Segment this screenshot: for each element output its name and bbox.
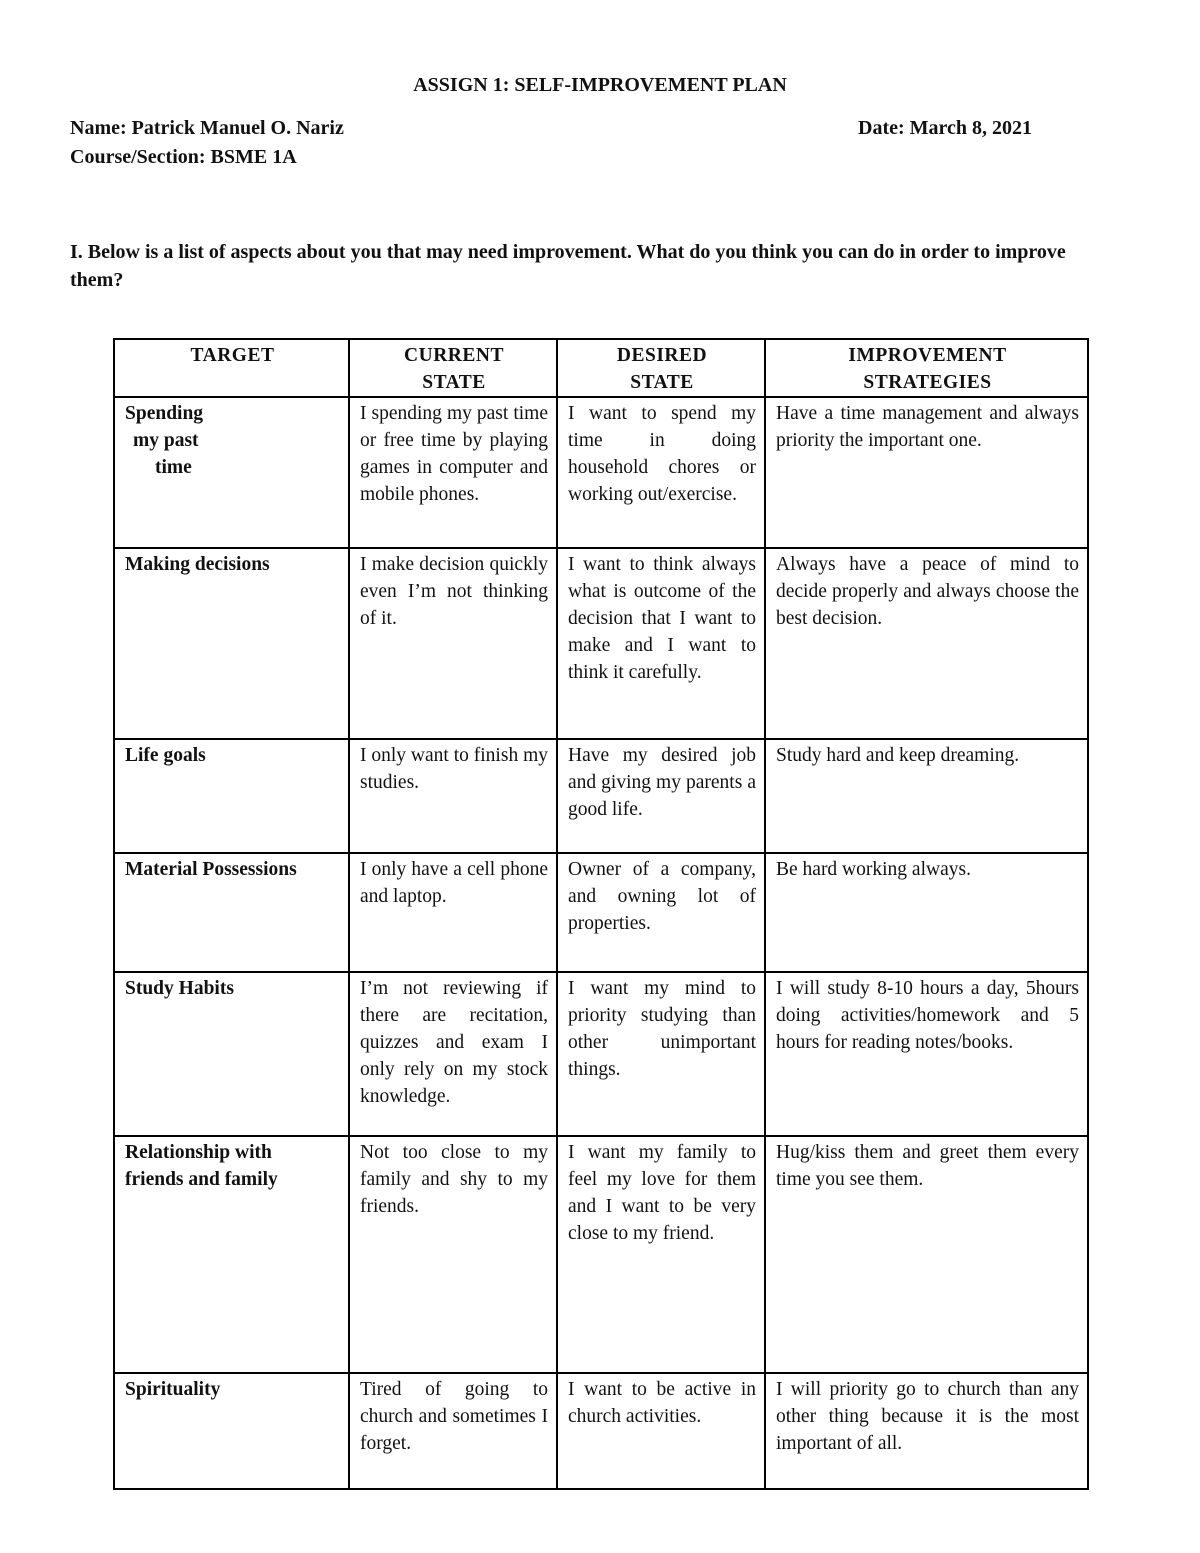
- target-cell: Spending my past time: [114, 397, 349, 548]
- improvement-plan-table: [113, 338, 1089, 1490]
- desired-state-cell: I want to be active in church activities.: [557, 1373, 765, 1489]
- header-improvement-strategies: IMPROVEMENT STRATEGIES: [765, 339, 1088, 397]
- strategy-cell: Have a time management and always priority the important one.: [765, 397, 1088, 548]
- question-prompt: I. Below is a list of aspects about you that may need improvement. What do you think you can do in order to improve them?: [70, 241, 1066, 291]
- header-target: TARGET: [114, 339, 349, 397]
- current-state-cell: I only want to finish my studies.: [349, 739, 557, 853]
- target-cell: Relationship with friends and family: [114, 1136, 349, 1373]
- current-state-cell: I spending my past time or free time by playing games in computer and mobile phones.: [349, 397, 557, 548]
- strategy-cell: Study hard and keep dreaming.: [765, 739, 1088, 853]
- current-state-cell: I only have a cell phone and laptop.: [349, 853, 557, 972]
- desired-state-cell: I want to think always what is outcome of the decision that I want to make and I want to think it carefully.: [557, 548, 765, 739]
- desired-state-cell: I want my family to feel my love for them and I want to be very close to my friend.: [557, 1136, 765, 1373]
- desired-state-cell: I want my mind to priority studying than other unimportant things.: [557, 972, 765, 1136]
- current-state-cell: I’m not reviewing if there are recitation, quizzes and exam I only rely on my stock knowledge.: [349, 972, 557, 1136]
- table-row: [114, 397, 1088, 548]
- current-state-cell: Not too close to my family and shy to my friends.: [349, 1136, 557, 1373]
- student-name: Name: Patrick Manuel O. Nariz: [70, 117, 344, 139]
- table-row: [114, 972, 1088, 1136]
- table-header-row: [114, 339, 1088, 397]
- target-cell: Making decisions: [114, 548, 349, 739]
- desired-state-cell: Have my desired job and giving my parents a good life.: [557, 739, 765, 853]
- desired-state-cell: I want to spend my time in doing household chores or working out/exercise.: [557, 397, 765, 548]
- desired-state-cell: Owner of a company, and owning lot of properties.: [557, 853, 765, 972]
- target-cell: Life goals: [114, 739, 349, 853]
- target-cell: Material Possessions: [114, 853, 349, 972]
- current-state-cell: Tired of going to church and sometimes I forget.: [349, 1373, 557, 1489]
- table-row: [114, 853, 1088, 972]
- course-section: Course/Section: BSME 1A: [70, 146, 297, 168]
- document-title: ASSIGN 1: SELF-IMPROVEMENT PLAN: [413, 74, 787, 96]
- strategy-cell: I will study 8-10 hours a day, 5hours doing activities/homework and 5 hours for reading notes/books.: [765, 972, 1088, 1136]
- table-row: [114, 548, 1088, 739]
- current-state-cell: I make decision quickly even I’m not thinking of it.: [349, 548, 557, 739]
- target-cell: Study Habits: [114, 972, 349, 1136]
- table-row: [114, 1136, 1088, 1373]
- header-desired-state: DESIRED STATE: [557, 339, 765, 397]
- target-cell: Spirituality: [114, 1373, 349, 1489]
- table-row: [114, 1373, 1088, 1489]
- table-row: [114, 739, 1088, 853]
- strategy-cell: Be hard working always.: [765, 853, 1088, 972]
- header-current-state: CURRENT STATE: [349, 339, 557, 397]
- strategy-cell: I will priority go to church than any other thing because it is the most important of all.: [765, 1373, 1088, 1489]
- assignment-date: Date: March 8, 2021: [858, 117, 1033, 139]
- strategy-cell: Always have a peace of mind to decide properly and always choose the best decision.: [765, 548, 1088, 739]
- strategy-cell: Hug/kiss them and greet them every time you see them.: [765, 1136, 1088, 1373]
